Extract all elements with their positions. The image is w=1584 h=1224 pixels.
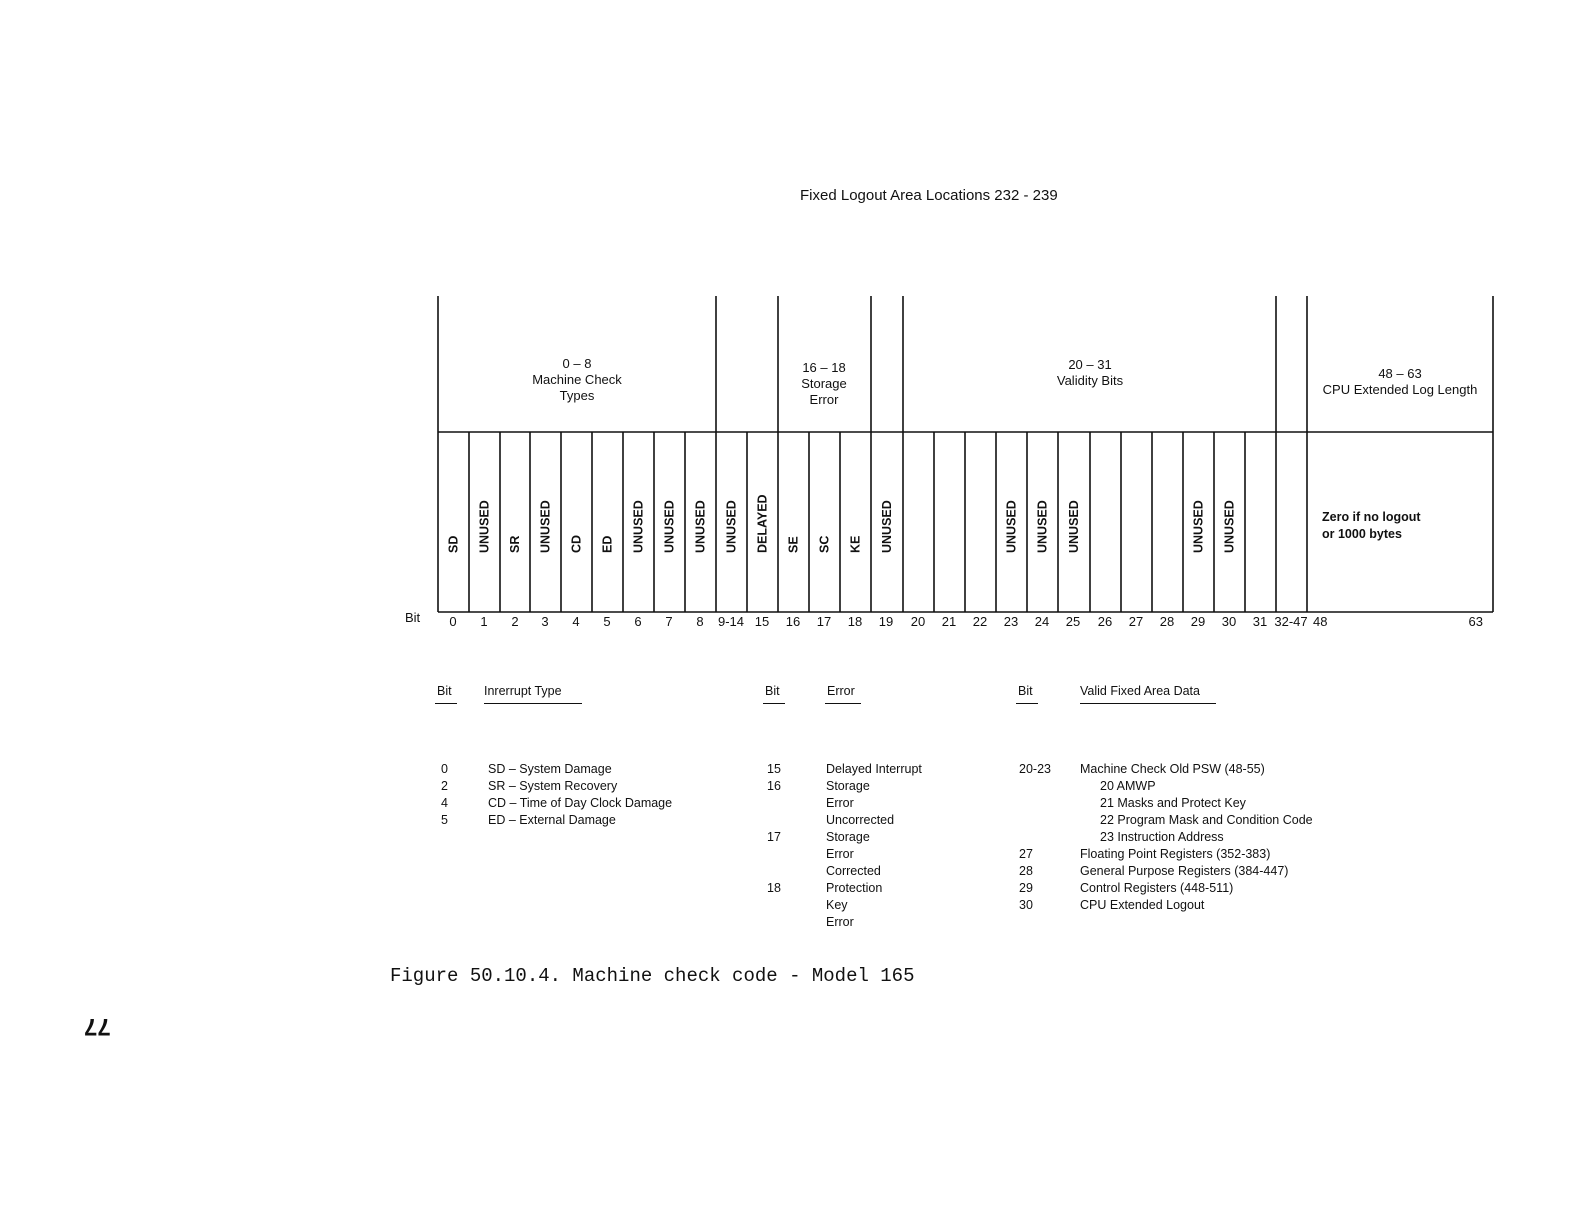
group-label-3-line-1: CPU Extended Log Length <box>1322 382 1478 397</box>
cell-label-1: UNUSED <box>477 500 492 553</box>
error-row-bit-7: 18 <box>767 881 781 895</box>
interrupt-row-bit-2: 4 <box>441 796 448 810</box>
bit-number-8: 8 <box>696 614 704 629</box>
bit-number-20: 25 <box>1065 614 1081 629</box>
interrupt-row-text-2: CD – Time of Day Clock Damage <box>488 796 673 810</box>
valid-row-text-8: CPU Extended Logout <box>1080 898 1205 912</box>
valid-row-text-0: Machine Check Old PSW (48-55) <box>1080 762 1265 776</box>
diagram-frame <box>438 296 1493 612</box>
bit-number-12: 17 <box>816 614 832 629</box>
valid-bit-header: Bit <box>1018 684 1033 698</box>
bit-number-23: 28 <box>1159 614 1175 629</box>
bit-number-6: 6 <box>634 614 642 629</box>
cell-label-12: SC <box>817 535 832 553</box>
group-label-3-line-0: 48 – 63 <box>1378 366 1422 381</box>
valid-data-underline <box>1080 703 1216 704</box>
bit-number-29: 63 <box>1468 614 1483 629</box>
cell-label-19: UNUSED <box>1035 500 1050 553</box>
valid-row-text-4: 23 Instruction Address <box>1100 830 1224 844</box>
valid-row-bit-6: 28 <box>1019 864 1033 878</box>
cell-label-5: ED <box>600 535 615 553</box>
error-row-text-5: Error <box>826 847 854 861</box>
error-row-text-7: Protection <box>826 881 883 895</box>
extended-note-line-1: Zero if no logout <box>1322 510 1421 524</box>
interrupt-type-underline <box>484 703 582 704</box>
bit-number-5: 5 <box>603 614 611 629</box>
interrupt-row-bit-3: 5 <box>441 813 448 827</box>
bit-number-22: 27 <box>1128 614 1144 629</box>
group-label-0-line-1: Machine Check <box>532 372 622 387</box>
error-bit-underline <box>763 703 785 704</box>
interrupt-bit-header: Bit <box>437 684 452 698</box>
valid-row-text-3: 22 Program Mask and Condition Code <box>1100 813 1313 827</box>
group-label-0-line-2: Types <box>559 388 595 403</box>
error-row-text-3: Uncorrected <box>826 813 895 827</box>
interrupt-bit-underline <box>435 703 457 704</box>
bit-number-26: 31 <box>1252 614 1268 629</box>
error-row-bit-1: 16 <box>767 779 781 793</box>
valid-data-header: Valid Fixed Area Data <box>1080 684 1200 698</box>
group-label-1-line-0: 16 – 18 <box>802 360 846 375</box>
valid-row-bit-7: 29 <box>1019 881 1033 895</box>
bit-number-11: 16 <box>785 614 801 629</box>
bit-number-9: 9-14 <box>717 614 745 629</box>
valid-row-bit-5: 27 <box>1019 847 1033 861</box>
error-row-text-9: Error <box>826 915 854 929</box>
bit-number-13: 18 <box>847 614 863 629</box>
error-row-text-4: Storage <box>826 830 870 844</box>
error-row-text-6: Corrected <box>826 864 881 878</box>
cell-label-11: SE <box>786 536 801 553</box>
cell-label-20: UNUSED <box>1067 500 1081 553</box>
error-row-text-8: Key <box>826 898 848 912</box>
interrupt-row-bit-0: 0 <box>441 762 448 776</box>
valid-row-bit-0: 20-23 <box>1019 762 1051 776</box>
error-row-text-1: Storage <box>826 779 870 793</box>
interrupt-row-text-1: SR – System Recovery <box>488 779 618 793</box>
bit-number-14: 19 <box>878 614 894 629</box>
bit-numbers <box>449 614 1483 629</box>
valid-row-text-7: Control Registers (448-511) <box>1080 881 1234 895</box>
bit-number-25: 30 <box>1221 614 1237 629</box>
valid-row-text-1: 20 AMWP <box>1100 779 1156 793</box>
valid-row-text-5: Floating Point Registers (352-383) <box>1080 847 1271 861</box>
error-row-bit-4: 17 <box>767 830 781 844</box>
error-row-text-2: Error <box>826 796 854 810</box>
group-label-2-line-1: Validity Bits <box>1056 373 1124 388</box>
valid-bit-underline <box>1016 703 1038 704</box>
group-labels <box>532 356 1477 407</box>
cell-label-2: SR <box>508 535 522 553</box>
interrupt-row-text-0: SD – System Damage <box>488 762 612 776</box>
bit-number-18: 23 <box>1003 614 1019 629</box>
cell-label-8: UNUSED <box>693 500 708 553</box>
page-title: Fixed Logout Area Locations 232 - 239 <box>800 187 1058 204</box>
interrupt-type-header: Inrerrupt Type <box>484 684 562 698</box>
bit-number-19: 24 <box>1034 614 1050 629</box>
cell-label-3: UNUSED <box>538 500 553 553</box>
bit-number-24: 29 <box>1190 614 1206 629</box>
bit-number-2: 2 <box>511 614 519 629</box>
page-number: 77 <box>84 1013 111 1040</box>
bit-number-4: 4 <box>572 614 580 629</box>
bit-number-0: 0 <box>449 614 457 629</box>
cell-labels <box>447 494 1237 553</box>
interrupt-row-text-3: ED – External Damage <box>488 813 616 827</box>
interrupt-row-bit-1: 2 <box>441 779 448 793</box>
error-row-text-0: Delayed Interrupt <box>826 762 922 776</box>
group-label-1-line-2: Error <box>809 392 839 407</box>
group-label-1-line-1: Storage <box>801 376 847 391</box>
cell-label-0: SD <box>446 535 461 553</box>
bit-number-16: 21 <box>941 614 957 629</box>
bit-number-3: 3 <box>541 614 549 629</box>
bit-number-27: 32-47 <box>1274 614 1308 629</box>
error-underline <box>825 703 861 704</box>
bit-number-10: 15 <box>754 614 770 629</box>
bit-number-7: 7 <box>665 614 673 629</box>
valid-row-bit-8: 30 <box>1019 898 1033 912</box>
cell-label-6: UNUSED <box>631 500 646 553</box>
error-row-bit-0: 15 <box>767 762 781 776</box>
cell-label-9: UNUSED <box>724 500 739 553</box>
bit-number-1: 1 <box>480 614 488 629</box>
cell-label-25: UNUSED <box>1222 500 1237 553</box>
bit-number-15: 20 <box>910 614 926 629</box>
bit-number-17: 22 <box>972 614 988 629</box>
extended-note-line-2: or 1000 bytes <box>1322 527 1402 541</box>
cell-label-24: UNUSED <box>1191 500 1206 553</box>
cell-label-7: UNUSED <box>662 500 677 553</box>
figure-caption: Figure 50.10.4. Machine check code - Model 165 <box>390 965 915 987</box>
cell-label-10: DELAYED <box>755 494 770 553</box>
bit-axis-label: Bit <box>405 610 421 625</box>
error-header: Error <box>827 684 855 698</box>
valid-row-text-6: General Purpose Registers (384-447) <box>1080 864 1289 878</box>
bit-number-21: 26 <box>1097 614 1113 629</box>
cell-label-18: UNUSED <box>1004 500 1019 553</box>
group-label-0-line-0: 0 – 8 <box>562 356 592 371</box>
error-bit-header: Bit <box>765 684 780 698</box>
cell-label-13: KE <box>848 535 863 553</box>
valid-row-text-2: 21 Masks and Protect Key <box>1100 796 1246 810</box>
bit-number-28: 48 <box>1313 614 1328 629</box>
cell-label-14: UNUSED <box>880 500 894 553</box>
group-label-2-line-0: 20 – 31 <box>1068 357 1112 372</box>
cell-label-4: CD <box>569 534 584 553</box>
